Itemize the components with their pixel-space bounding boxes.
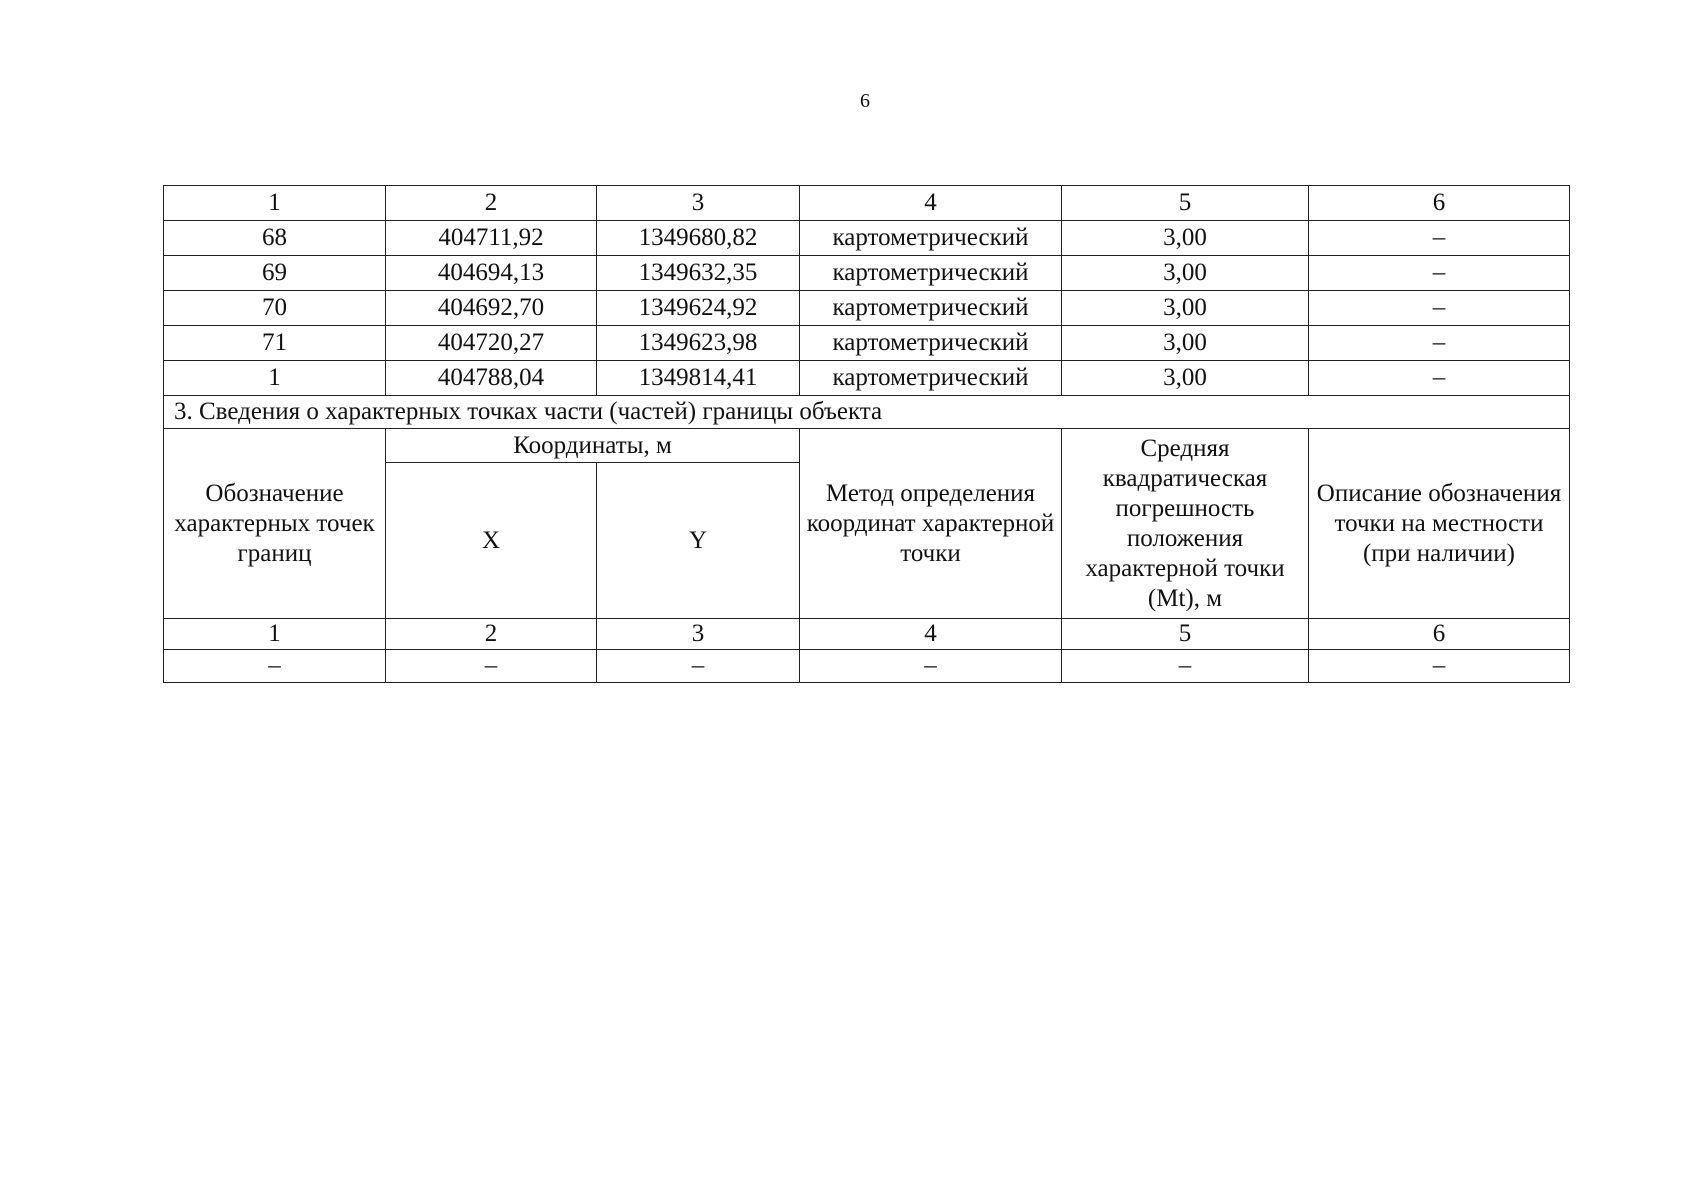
header-error: Средняя квадратическая погрешность положения характерной точки (Mt), м: [1062, 429, 1309, 619]
description: –: [1309, 256, 1570, 291]
column-number: 3: [597, 619, 800, 650]
point-designation: 70: [164, 291, 386, 326]
column-number: 3: [597, 186, 800, 221]
page-number: 6: [860, 90, 870, 112]
column-number: 1: [164, 186, 386, 221]
column-number: 5: [1062, 186, 1309, 221]
table-row: [164, 361, 1570, 396]
column-number: 6: [1309, 186, 1570, 221]
column-number: 5: [1062, 619, 1309, 650]
section-title: 3. Сведения о характерных точках части (частей) границы объекта: [164, 396, 1570, 429]
empty-cell: –: [597, 650, 800, 683]
table-row: [164, 326, 1570, 361]
point-designation: 68: [164, 221, 386, 256]
description: –: [1309, 361, 1570, 396]
header-description: Описание обозначения точки на местности (при наличии): [1309, 429, 1570, 619]
method: картометрический: [800, 256, 1062, 291]
header-row: [164, 429, 1570, 463]
mean-error: 3,00: [1062, 361, 1309, 396]
coord-x: 404692,70: [386, 291, 597, 326]
column-number: 4: [800, 619, 1062, 650]
table-row: [164, 256, 1570, 291]
coord-x: 404711,92: [386, 221, 597, 256]
mean-error: 3,00: [1062, 221, 1309, 256]
column-number-row: [164, 186, 1570, 221]
header-y: Y: [597, 463, 800, 619]
coord-y: 1349814,41: [597, 361, 800, 396]
coord-y: 1349623,98: [597, 326, 800, 361]
method: картометрический: [800, 221, 1062, 256]
table-row: [164, 291, 1570, 326]
coord-x: 404694,13: [386, 256, 597, 291]
empty-cell: –: [386, 650, 597, 683]
column-number: 2: [386, 619, 597, 650]
column-number-row: [164, 619, 1570, 650]
coordinates-table: [163, 185, 1570, 683]
header-method: Метод определения координат характерной точки: [800, 429, 1062, 619]
empty-cell: –: [800, 650, 1062, 683]
mean-error: 3,00: [1062, 326, 1309, 361]
method: картометрический: [800, 361, 1062, 396]
empty-cell: –: [1062, 650, 1309, 683]
column-number: 1: [164, 619, 386, 650]
mean-error: 3,00: [1062, 291, 1309, 326]
column-number: 2: [386, 186, 597, 221]
description: –: [1309, 291, 1570, 326]
header-designation: Обозначение характерных точек границ: [164, 429, 386, 619]
table-row: [164, 221, 1570, 256]
method: картометрический: [800, 291, 1062, 326]
point-designation: 69: [164, 256, 386, 291]
empty-cell: –: [164, 650, 386, 683]
coord-y: 1349632,35: [597, 256, 800, 291]
column-number: 4: [800, 186, 1062, 221]
section-title-row: [164, 396, 1570, 429]
coord-x: 404788,04: [386, 361, 597, 396]
header-x: X: [386, 463, 597, 619]
coord-x: 404720,27: [386, 326, 597, 361]
empty-cell: –: [1309, 650, 1570, 683]
mean-error: 3,00: [1062, 256, 1309, 291]
header-coordinates: Координаты, м: [386, 429, 800, 463]
point-designation: 71: [164, 326, 386, 361]
coord-y: 1349680,82: [597, 221, 800, 256]
column-number: 6: [1309, 619, 1570, 650]
method: картометрический: [800, 326, 1062, 361]
description: –: [1309, 221, 1570, 256]
point-designation: 1: [164, 361, 386, 396]
table-row: [164, 650, 1570, 683]
description: –: [1309, 326, 1570, 361]
coord-y: 1349624,92: [597, 291, 800, 326]
